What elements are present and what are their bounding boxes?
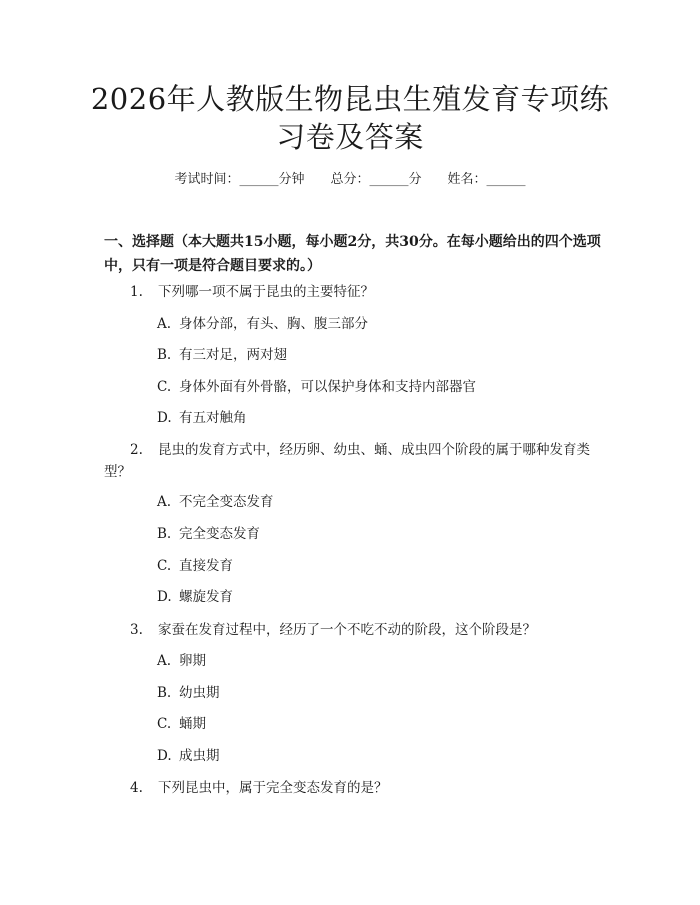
option-label: C. <box>157 716 172 732</box>
question-text: 家蚕在发育过程中，经历了一个不吃不动的阶段，这个阶段是？ <box>158 622 536 638</box>
option-1c <box>157 377 597 397</box>
exam-student-name: 姓名：______ <box>447 172 526 187</box>
option-text: 幼虫期 <box>179 685 220 701</box>
option-3d <box>157 746 597 766</box>
option-text: 蛹期 <box>179 716 206 732</box>
option-text: 完全变态发育 <box>179 526 260 542</box>
option-2a <box>157 492 597 512</box>
option-label: D. <box>157 748 172 764</box>
option-2d <box>157 587 597 607</box>
option-text: 卵期 <box>179 653 206 669</box>
question-4 <box>104 777 604 799</box>
option-2b <box>157 524 597 544</box>
option-3a <box>157 651 597 671</box>
option-1b <box>157 345 597 365</box>
option-label: D. <box>157 589 172 605</box>
option-label: A. <box>157 653 172 669</box>
option-3c <box>157 714 597 734</box>
page-title: 2026年人教版生物昆虫生殖发育专项练习卷及答案 <box>90 82 610 154</box>
option-label: B. <box>157 347 172 363</box>
question-3 <box>104 619 604 641</box>
option-label: A. <box>157 494 172 510</box>
question-number: 3. <box>130 622 143 638</box>
section-heading: 一、选择题（本大题共15小题，每小题2分，共30分。在每小题给出的四个选项中，只有一项是符合题目要求的。） <box>104 234 601 274</box>
option-text: 螺旋发育 <box>179 589 233 605</box>
option-text: 身体分部，有头、胸、腹三部分 <box>179 316 368 332</box>
question-text: 昆虫的发育方式中，经历卵、幼虫、蛹、成虫四个阶段的属于哪种发育类型？ <box>104 442 590 480</box>
option-text: 不完全变态发育 <box>179 494 274 510</box>
question-text: 下列昆虫中，属于完全变态发育的是？ <box>158 780 388 796</box>
option-label: D. <box>157 410 172 426</box>
question-2 <box>104 439 604 483</box>
question-number: 4. <box>130 780 143 796</box>
option-text: 有五对触角 <box>179 410 247 426</box>
question-1 <box>104 281 604 303</box>
exam-total-score: 总分：______分 <box>330 172 422 187</box>
option-2c <box>157 556 597 576</box>
option-1a <box>157 314 597 334</box>
option-label: A. <box>157 316 172 332</box>
option-label: B. <box>157 685 172 701</box>
option-text: 身体外面有外骨骼，可以保护身体和支持内部器官 <box>179 379 476 395</box>
exam-meta <box>0 168 700 187</box>
option-label: C. <box>157 558 172 574</box>
option-text: 有三对足，两对翅 <box>179 347 287 363</box>
question-number: 1. <box>130 284 143 300</box>
option-text: 直接发育 <box>179 558 233 574</box>
option-label: C. <box>157 379 172 395</box>
question-text: 下列哪一项不属于昆虫的主要特征？ <box>158 284 374 300</box>
option-text: 成虫期 <box>179 748 220 764</box>
option-1d <box>157 408 597 428</box>
option-label: B. <box>157 526 172 542</box>
exam-time: 考试时间：______分钟 <box>174 172 305 187</box>
option-3b <box>157 683 597 703</box>
question-number: 2. <box>130 442 143 458</box>
